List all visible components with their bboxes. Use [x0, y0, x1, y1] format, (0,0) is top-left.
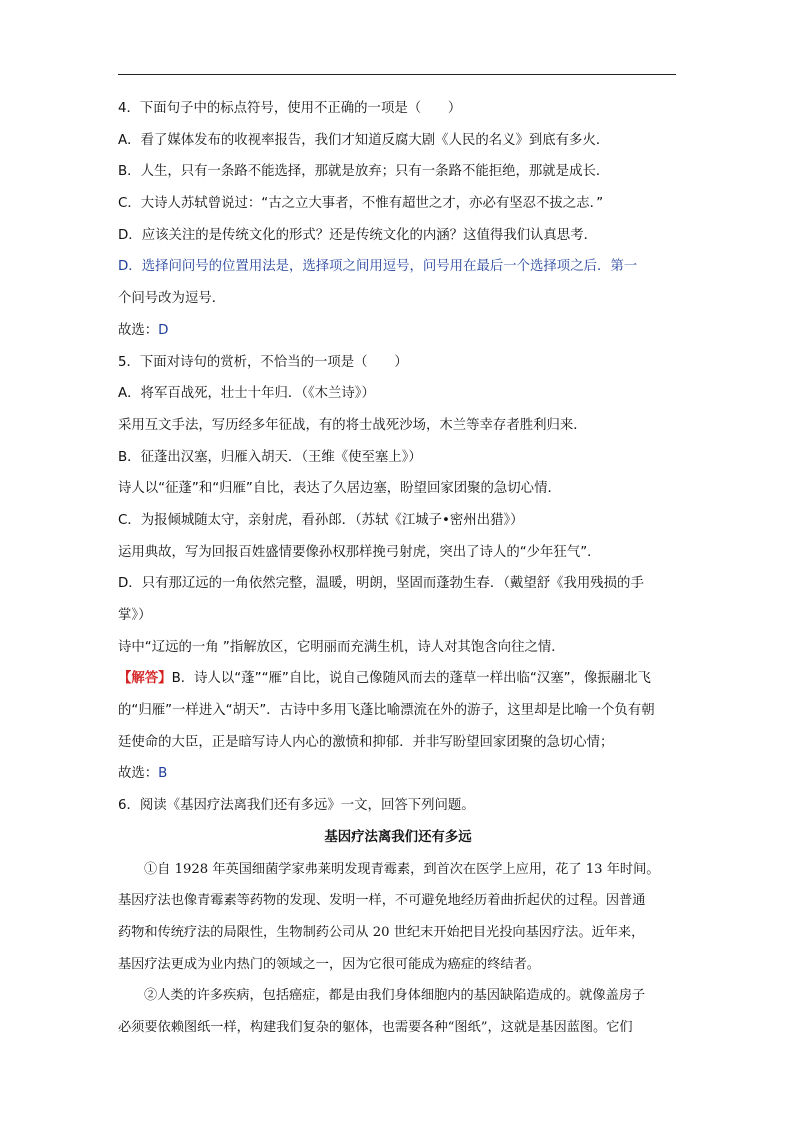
q4-stem: 4．下面句子中的标点符号，使用不正确的一项是（ ）: [118, 101, 462, 116]
q4-explanation-line-2: 个问号改为逗号．: [118, 291, 226, 307]
p1-line-4: 基因疗法更成为业内热门的领域之一，因为它很可能成为癌症的终结者。: [118, 956, 540, 972]
q4-answer: [118, 320, 678, 342]
q5-option-d-line-1: D．只有那辽远的一角依然完整，温暖，明朗，坚固而蓬勃生春．（戴望舒《我用残损的手: [118, 576, 644, 592]
q5-analysis-line-1: [118, 668, 678, 690]
q5-option-d-note: 诗中“辽远的一角 ”指解放区，它明丽而充满生机，诗人对其饱含向往之情．: [118, 639, 565, 655]
q5-option-a-note: 采用互文手法，写历经多年征战，有的将士战死沙场，木兰等幸存者胜利归来．: [118, 417, 587, 433]
q4-option-a: A．看了媒体发布的收视率报告，我们才知道反腐大剧《人民的名义》到底有多火．: [118, 132, 610, 148]
q5-answer: [118, 763, 678, 785]
q5-option-c: C．为报倾城随太守，亲射虎，看孙郎．（苏轼《江城子•密州出猎》）: [118, 512, 524, 528]
q5-option-c-note: 运用典故，写为回报百姓盛情要像孙权那样挽弓射虎，突出了诗人的“少年狂气”．: [118, 544, 601, 560]
q5-option-b: B．征蓬出汉塞，归雁入胡天．（王维《使至塞上》）: [118, 449, 422, 465]
q4-explanation-line-1: D．选择问问号的位置用法是，选择项之间用逗号，问号用在最后一个选择项之后．第一: [118, 259, 638, 275]
p1-line-3: 药物和传统疗法的局限性，生物制药公司从 20 世纪末开始把目光投向基因疗法。近年来，: [118, 924, 645, 940]
q4-option-b: B．人生，只有一条路不能选择，那就是放弃；只有一条路不能拒绝，那就是成长．: [118, 164, 610, 180]
q5-option-d-line-2: 掌》）: [118, 608, 152, 623]
q5-option-b-note: 诗人以“征蓬”和“归雁”自比，表达了久居边塞，盼望回家团聚的急切心情．: [118, 481, 561, 497]
p1-line-2: 基因疗法也像青霉素等药物的发现、发明一样，不可避免地经历着曲折起伏的过程。因普通: [118, 893, 646, 909]
q4-answer-value: D: [158, 322, 169, 338]
q4-answer-label: 故选：: [118, 322, 159, 338]
article-paragraph-2: [118, 985, 678, 1039]
analysis-tag: 【解答】: [118, 671, 172, 687]
q5-analysis-text-1: B．诗人以“蓬”“雁”自比，说自己像随风而去的蓬草一样出临“汉塞”，像振翮北飞: [171, 671, 651, 687]
p1-line-1: ①自 1928 年英国细菌学家弗莱明发现青霉素，到首次在医学上应用，花了 13 年时间。: [144, 861, 660, 877]
q5-analysis-line-3: 廷使命的大臣，正是暗写诗人内心的激愤和抑郁．并非写盼望回家团聚的急切心情；: [118, 734, 614, 750]
q5-stem: 5．下面对诗句的赏析，不恰当的一项是（ ）: [118, 354, 408, 370]
q5-option-a: A．将军百战死，壮士十年归．（《木兰诗》）: [118, 386, 375, 402]
q4-option-d: D．应该关注的是传统文化的形式？还是传统文化的内涵？这值得我们认真思考．: [118, 227, 597, 243]
header-rule: [118, 74, 676, 75]
q5-analysis-line-2: 的“归雁”一样进入“胡天”．古诗中多用飞蓬比喻漂流在外的游子，这里却是比喻一个负有朝: [118, 703, 655, 719]
q6-stem: 6．阅读《基因疗法离我们还有多远》一文，回答下列问题。: [118, 798, 475, 814]
q4-option-c: C．大诗人苏轼曾说过：“古之立大事者，不惟有超世之才，亦必有坚忍不拔之志．”: [118, 196, 604, 212]
p2-line-2: 必须要依赖图纸一样，构建我们复杂的躯体，也需要各种“图纸”，这就是基因蓝图。它们: [118, 1019, 633, 1035]
article-title: 基因疗法离我们还有多远: [324, 829, 472, 845]
q5-answer-value: B: [158, 766, 168, 782]
q5-answer-label: 故选：: [118, 766, 159, 782]
p2-line-1: ②人类的许多疾病，包括癌症，都是由我们身体细胞内的基因缺陷造成的。就像盖房子: [144, 988, 646, 1004]
document-body: [118, 98, 678, 1049]
article-paragraph-1: [118, 859, 678, 976]
